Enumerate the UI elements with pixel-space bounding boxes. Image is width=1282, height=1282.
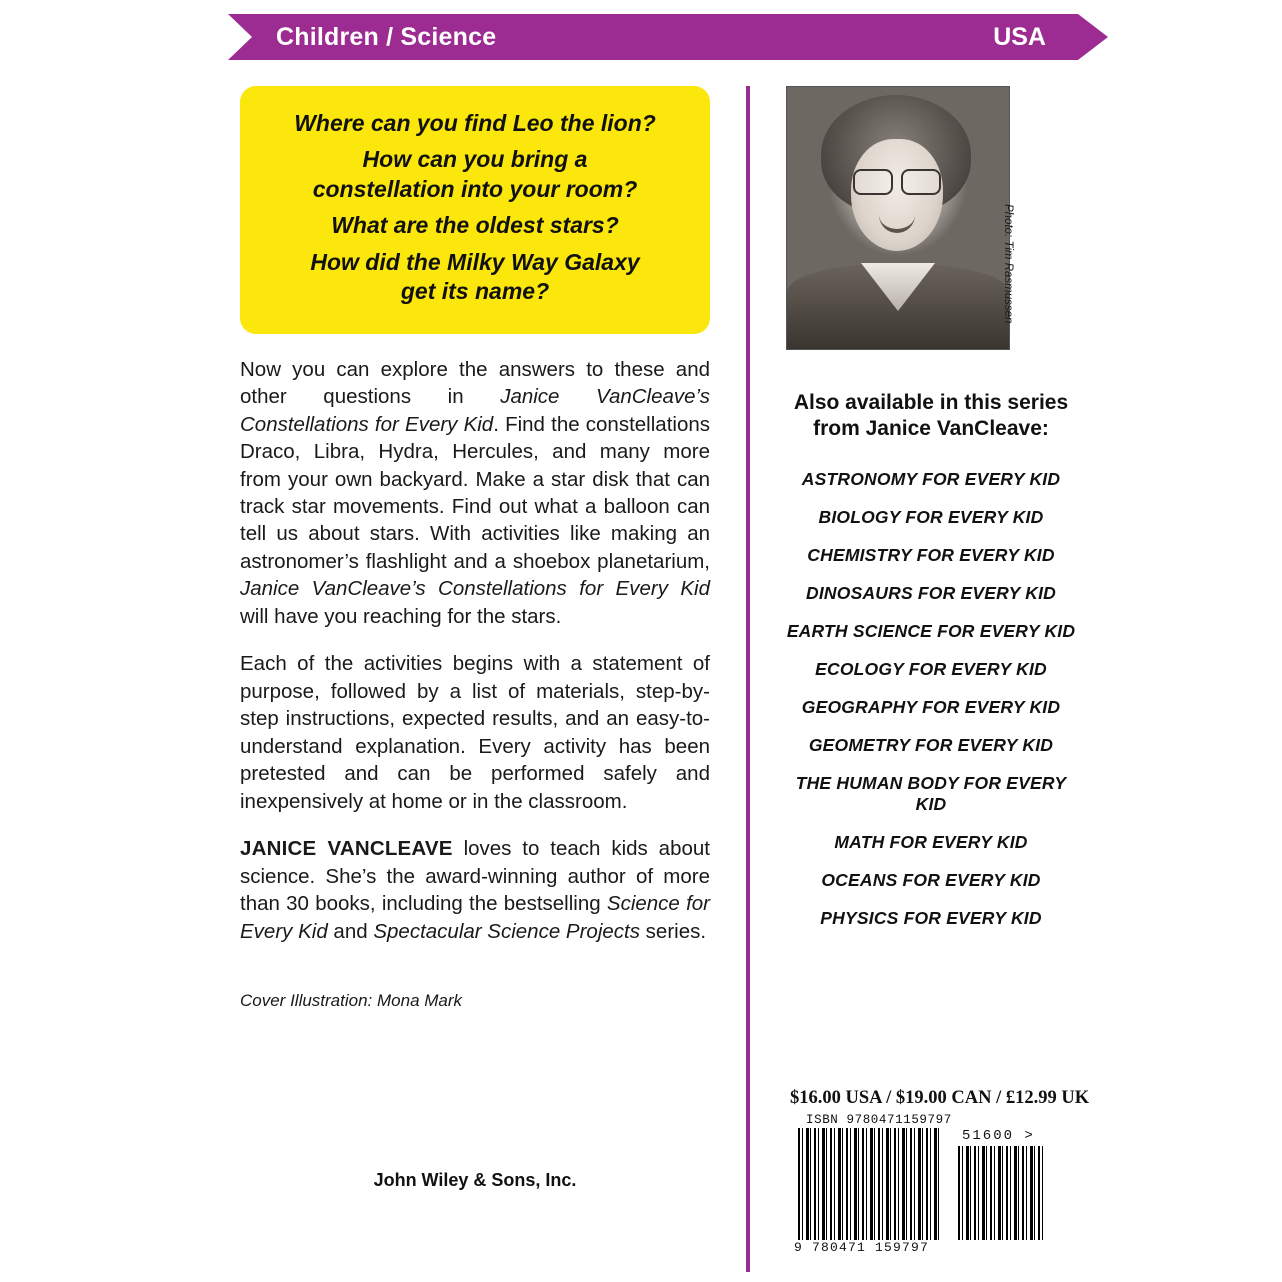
list-item: GEOGRAPHY FOR EVERY KID [801, 696, 1061, 717]
list-item: THE HUMAN BODY FOR EVERY KID [795, 772, 1067, 814]
list-item: ECOLOGY FOR EVERY KID [815, 658, 1047, 679]
description-paragraph-1: Now you can explore the answers to these and other questions in Janice VanCleave’s Constellations for Every Kid. Find the constellations Draco, Libra, Hydra, Hercules, and many more from your own backyard. Make a star disk that can track star movements. Find out what a balloon can tell us about stars. With activities like making an astronomer’s flashlight and a shoebox planetarium, Janice VanCleave’s Constellations for Every Kid will have you reaching for the stars. [240, 357, 710, 628]
glasses-icon [851, 169, 943, 193]
barcode-bars [798, 1128, 940, 1240]
banner-region-label: USA [993, 23, 1046, 51]
photo-face [851, 139, 943, 251]
author-name: JANICE VANCLEAVE [240, 837, 453, 861]
barcode-main [798, 1128, 940, 1240]
barcode-addon-digits: 51600 > [962, 1128, 1035, 1144]
description-paragraph-2: Each of the activities begins with a statement of purpose, followed by a list of materials, step-by-step instructions, expected results, and an easy-to-understand explanation. Every activity has been pretested and can be performed safely and inexpensively at home or in the classroom. [240, 652, 710, 813]
barcode-addon-bars [958, 1146, 1044, 1240]
author-photo-wrap [786, 86, 1014, 348]
list-item: PHYSICS FOR EVERY KID [820, 907, 1042, 928]
list-item: OCEANS FOR EVERY KID [821, 869, 1041, 890]
list-item: ASTRONOMY FOR EVERY KID [801, 468, 1061, 489]
series-heading: Also available in this series from Janice VanCleave: [793, 391, 1069, 441]
right-column [786, 86, 1076, 946]
list-item: EARTH SCIENCE FOR EVERY KID [786, 620, 1076, 641]
list-item: CHEMISTRY FOR EVERY KID [807, 544, 1055, 565]
barcode-main-digits: 9 780471 159797 [794, 1240, 930, 1255]
publisher-name: John Wiley & Sons, Inc. [373, 1170, 577, 1190]
question-callout [240, 86, 710, 334]
list-item: DINOSAURS FOR EVERY KID [806, 582, 1056, 603]
column-divider [746, 86, 750, 1272]
description-block [240, 356, 710, 945]
series-title-list [786, 469, 1076, 929]
question-line-1: Where can you find Leo the lion? [294, 110, 656, 136]
question-line-3: What are the oldest stars? [331, 212, 619, 239]
barcode-addon [958, 1146, 1044, 1240]
price-line: $16.00 USA / $19.00 CAN / £12.99 UK [790, 1088, 1090, 1108]
left-column [240, 86, 710, 1011]
author-bio-paragraph: JANICE VANCLEAVE loves to teach kids about science. She’s the award-winning author of more than 30 books, including the bestselling Science for Every Kid and Spectacular Science Projects series. [240, 837, 710, 943]
category-banner [228, 14, 1108, 60]
author-photo [786, 86, 1010, 350]
question-line-4: How did the Milky Way Galaxy get its name? [310, 248, 640, 305]
list-item: MATH FOR EVERY KID [834, 831, 1028, 852]
banner-category-label: Children / Science [276, 23, 497, 51]
cover-illustration-credit: Cover Illustration: Mona Mark [240, 991, 463, 1010]
list-item: BIOLOGY FOR EVERY KID [818, 506, 1044, 527]
question-line-2: How can you bring a constellation into your room? [312, 146, 638, 202]
list-item: GEOMETRY FOR EVERY KID [808, 734, 1054, 755]
isbn-text: ISBN 9780471159797 [806, 1113, 952, 1127]
photo-credit: Photo: Tim Rasmussen [1002, 204, 1014, 324]
